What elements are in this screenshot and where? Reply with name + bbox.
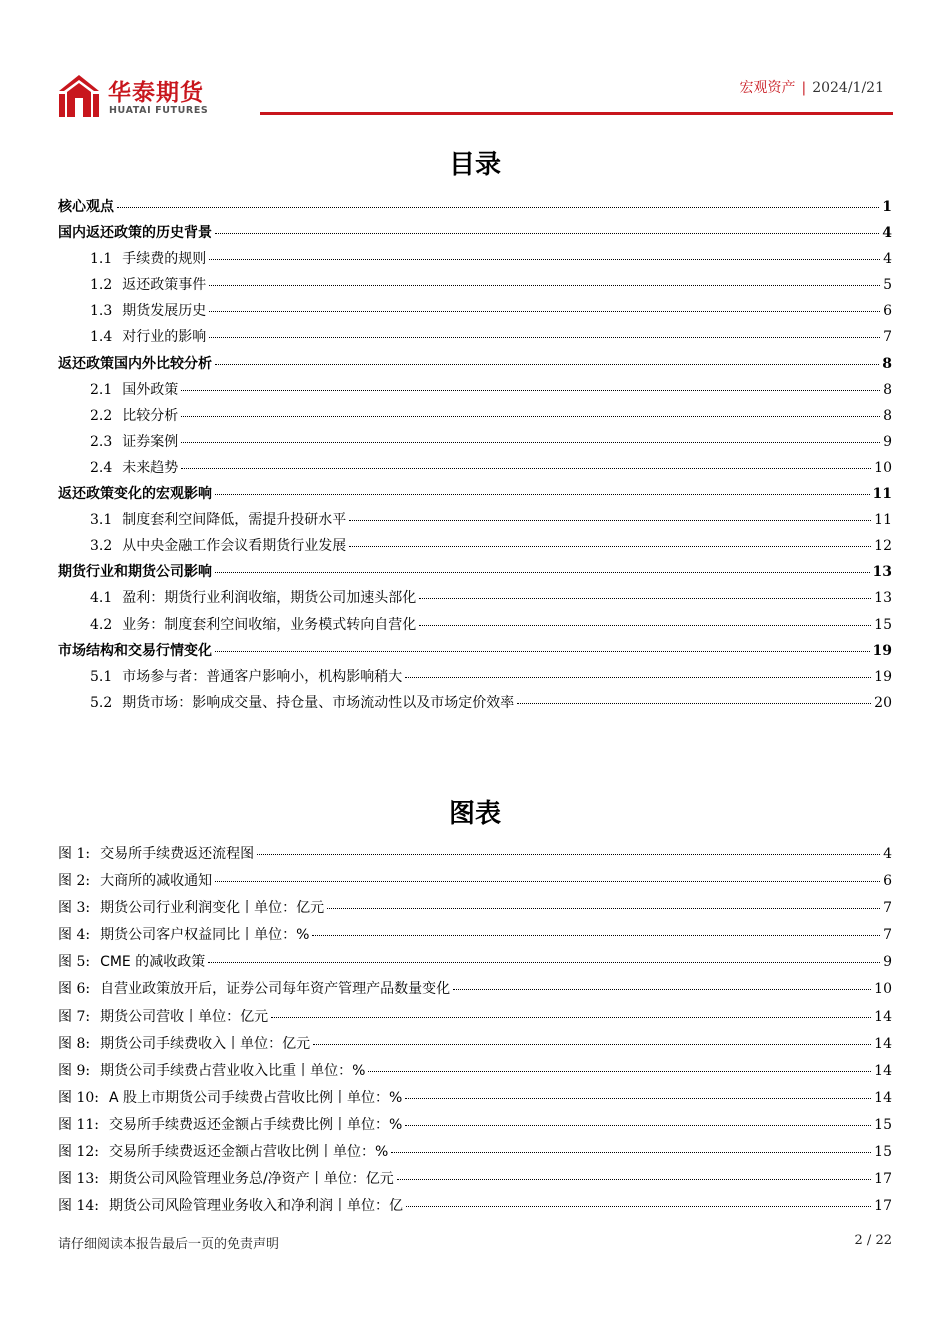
figure-entry-label: 图 12: <box>58 1144 99 1161</box>
toc-entry-number: 1.3 <box>90 303 113 320</box>
dot-leader <box>215 572 870 573</box>
dot-leader <box>209 285 880 286</box>
toc-entry-page: 7 <box>883 329 892 346</box>
figure-entry[interactable] <box>58 1033 892 1060</box>
figure-entry[interactable] <box>58 870 892 897</box>
toc-entry-number: 4.2 <box>90 616 113 633</box>
toc-entry-page: 8 <box>883 407 892 424</box>
dot-leader <box>419 598 871 599</box>
figure-entry-title: 期货公司行业利润变化丨单位：亿元 <box>100 900 325 917</box>
toc-entry-number: 2.4 <box>90 459 113 476</box>
toc-entry-title: 期货发展历史 <box>122 303 207 320</box>
report-date: 2024/1/21 <box>812 80 884 96</box>
figure-entry[interactable] <box>58 897 892 924</box>
toc-entry-number: 2.2 <box>90 407 113 424</box>
toc-entry[interactable] <box>58 483 892 509</box>
figure-entry-title: 期货公司客户权益同比丨单位：% <box>100 927 310 944</box>
dot-leader <box>117 207 879 208</box>
figures-title: 图表 <box>448 799 501 829</box>
toc-title: 目录 <box>448 150 501 180</box>
toc-entry-title: 期货市场：影响成交量、持仓量、市场流动性以及市场定价效率 <box>122 694 515 711</box>
figure-entry-title: 交易所手续费返还流程图 <box>100 846 255 862</box>
toc-entry-page: 8 <box>882 355 892 372</box>
toc-entry[interactable] <box>58 535 892 561</box>
figure-entry-title: 期货公司风险管理业务总/净资产丨单位：亿元 <box>108 1171 394 1188</box>
toc-entry[interactable] <box>58 248 892 274</box>
figure-entry-page: 14 <box>874 1008 892 1025</box>
huatai-logo-icon <box>58 74 100 118</box>
figure-entry[interactable] <box>58 1195 892 1222</box>
header-rule <box>260 112 893 115</box>
figure-entry-title: 交易所手续费返还金额占手续费比例丨单位：% <box>108 1116 403 1133</box>
figure-entry[interactable] <box>58 1141 892 1168</box>
figure-entry[interactable] <box>58 951 892 978</box>
toc-entry-number: 1.1 <box>90 251 113 268</box>
toc-entry-title: 未来趋势 <box>122 459 179 476</box>
dot-leader <box>313 1044 871 1045</box>
toc-entry-page: 13 <box>872 564 892 581</box>
toc-entry-title: 国外政策 <box>122 381 179 398</box>
toc-entry-title: 证券案例 <box>122 433 179 450</box>
figure-entry-page: 14 <box>874 1035 892 1052</box>
dot-leader <box>208 962 880 963</box>
toc-entry-page: 15 <box>874 616 892 633</box>
dot-leader <box>349 520 871 521</box>
dot-leader <box>349 546 871 547</box>
toc-entry[interactable] <box>58 431 892 457</box>
figure-entry-page: 10 <box>874 981 892 998</box>
dot-leader <box>181 468 871 469</box>
toc-entry-title: 比较分析 <box>122 407 179 424</box>
header-separator: | <box>801 80 807 96</box>
toc-entry[interactable] <box>58 457 892 483</box>
figure-entry-title: 期货公司营收丨单位：亿元 <box>100 1008 269 1025</box>
figure-entry-label: 图 13: <box>58 1171 99 1188</box>
figure-entry[interactable] <box>58 843 892 870</box>
toc-entry-title: 返还政策国内外比较分析 <box>58 355 212 372</box>
toc-entry-page: 1 <box>882 199 892 215</box>
dot-leader <box>215 494 870 495</box>
dot-leader <box>419 625 871 626</box>
dot-leader <box>181 442 880 443</box>
dot-leader <box>209 259 880 260</box>
dot-leader <box>406 1206 871 1207</box>
toc-entry-page: 5 <box>883 277 892 294</box>
toc-entry[interactable] <box>58 640 892 666</box>
toc-entry-number: 2.3 <box>90 433 113 450</box>
figure-entry-title: 期货公司风险管理业务收入和净利润丨单位：亿 <box>108 1198 403 1215</box>
toc-entry-page: 20 <box>874 694 892 711</box>
toc-entry-page: 8 <box>883 381 892 398</box>
dot-leader <box>215 233 879 234</box>
toc-entry[interactable] <box>58 509 892 535</box>
toc-entry[interactable] <box>58 587 892 613</box>
figure-entry-title: A 股上市期货公司手续费占营收比例丨单位：% <box>108 1089 403 1106</box>
dot-leader <box>312 935 880 936</box>
toc-entry[interactable] <box>58 353 892 379</box>
header-meta <box>739 77 884 97</box>
figure-entry-title: 自营业政策放开后，证券公司每年资产管理产品数量变化 <box>100 981 451 998</box>
toc-entry[interactable] <box>58 196 892 222</box>
figure-entry-title: 交易所手续费返还金额占营收比例丨单位：% <box>108 1144 389 1161</box>
toc-entry-title: 返还政策事件 <box>122 277 207 294</box>
toc-entry-title: 返还政策变化的宏观影响 <box>58 486 212 503</box>
toc-entry-title: 从中央金融工作会议看期货行业发展 <box>122 538 347 555</box>
figure-entry-page: 7 <box>883 927 892 944</box>
toc-entry[interactable] <box>58 222 892 248</box>
figure-entry-label: 图 6: <box>58 981 91 998</box>
toc-entry-page: 19 <box>874 668 892 685</box>
dot-leader <box>181 390 880 391</box>
figure-entry-label: 图 1: <box>58 846 91 862</box>
toc-entry-page: 4 <box>883 251 892 268</box>
figure-entry-label: 图 2: <box>58 873 91 890</box>
dot-leader <box>215 364 879 365</box>
figure-entry-label: 图 7: <box>58 1008 91 1025</box>
dot-leader <box>405 677 871 678</box>
figure-entry-page: 14 <box>874 1089 892 1106</box>
toc-entry[interactable] <box>58 614 892 640</box>
toc-entry-title: 制度套利空间降低，需提升投研水平 <box>122 512 347 529</box>
figure-entry-page: 15 <box>874 1144 892 1161</box>
toc-entry[interactable] <box>58 666 892 692</box>
dot-leader <box>209 337 880 338</box>
figure-entry-page: 17 <box>874 1198 892 1215</box>
dot-leader <box>271 1017 871 1018</box>
toc-entry-title: 市场参与者：普通客户影响小，机构影响稍大 <box>122 668 403 685</box>
toc-entry[interactable] <box>58 692 892 718</box>
toc-entry-title: 国内返还政策的历史背景 <box>58 225 212 242</box>
figure-entry-title: CME 的减收政策 <box>100 954 206 971</box>
toc-entry-title: 手续费的规则 <box>122 251 207 268</box>
dot-leader <box>405 1125 871 1126</box>
toc-entry-number: 1.2 <box>90 277 113 294</box>
figure-entry-label: 图 14: <box>58 1198 99 1215</box>
dot-leader <box>397 1179 871 1180</box>
figure-entry[interactable] <box>58 1114 892 1141</box>
figure-entry-label: 图 8: <box>58 1035 91 1052</box>
dot-leader <box>181 416 880 417</box>
toc-entry-title: 对行业的影响 <box>122 329 207 346</box>
figure-entry-page: 14 <box>874 1062 892 1079</box>
toc-entry[interactable] <box>58 561 892 587</box>
toc-entry-title: 市场结构和交易行情变化 <box>58 642 212 659</box>
toc-entry-number: 5.2 <box>90 694 113 711</box>
toc-entry-page: 12 <box>874 538 892 555</box>
toc-entry-title: 核心观点 <box>58 199 114 215</box>
dot-leader <box>517 703 871 704</box>
figure-entry-page: 15 <box>874 1116 892 1133</box>
toc-entry-number: 2.1 <box>90 381 113 398</box>
toc-entry-number: 3.1 <box>90 512 113 529</box>
toc-list <box>58 196 892 718</box>
toc-entry-page: 13 <box>874 590 892 607</box>
toc-entry-page: 9 <box>883 433 892 450</box>
toc-entry-title: 业务：制度套利空间收缩，业务模式转向自营化 <box>122 616 417 633</box>
toc-entry[interactable] <box>58 379 892 405</box>
toc-entry[interactable] <box>58 274 892 300</box>
figure-entry-page: 17 <box>874 1171 892 1188</box>
dot-leader <box>209 311 880 312</box>
figure-entry-label: 图 3: <box>58 900 91 917</box>
footer-disclaimer: 请仔细阅读本报告最后一页的免责声明 <box>58 1237 280 1252</box>
figure-entry-title: 期货公司手续费收入丨单位：亿元 <box>100 1035 311 1052</box>
figure-entry-title: 期货公司手续费占营业收入比重丨单位：% <box>100 1062 366 1079</box>
dot-leader <box>368 1071 871 1072</box>
toc-entry-page: 4 <box>882 225 892 242</box>
dot-leader <box>215 651 870 652</box>
figure-entry-label: 图 4: <box>58 927 91 944</box>
figure-entry[interactable] <box>58 1087 892 1114</box>
toc-entry[interactable] <box>58 300 892 326</box>
toc-entry-number: 5.1 <box>90 668 113 685</box>
toc-entry[interactable] <box>58 405 892 431</box>
figure-entry[interactable] <box>58 924 892 951</box>
dot-leader <box>327 908 880 909</box>
toc-entry-page: 19 <box>872 642 892 659</box>
report-category: 宏观资产 <box>739 80 796 96</box>
figure-entry-page: 6 <box>883 873 892 890</box>
toc-entry-page: 11 <box>874 512 892 529</box>
dot-leader <box>257 854 880 855</box>
dot-leader <box>391 1152 871 1153</box>
figure-entry-label: 图 9: <box>58 1062 91 1079</box>
brand-name-cn: 华泰期货 <box>108 80 204 106</box>
figure-entry-page: 7 <box>883 900 892 917</box>
brand-logo <box>58 74 228 120</box>
brand-name-en: HUATAI FUTURES <box>109 105 209 116</box>
dot-leader <box>453 989 871 990</box>
toc-entry[interactable] <box>58 326 892 352</box>
toc-entry-page: 11 <box>872 486 892 503</box>
figure-entry[interactable] <box>58 978 892 1005</box>
figure-entry-label: 图 10: <box>58 1089 99 1106</box>
toc-entry-number: 3.2 <box>90 538 113 555</box>
figures-list <box>58 843 892 1222</box>
toc-entry-page: 10 <box>874 459 892 476</box>
dot-leader <box>405 1098 871 1099</box>
figure-entry[interactable] <box>58 1168 892 1195</box>
toc-entry-page: 6 <box>883 303 892 320</box>
page-number: 2 / 22 <box>854 1233 892 1248</box>
toc-entry-title: 盈利：期货行业利润收缩，期货公司加速头部化 <box>122 590 417 607</box>
figure-entry[interactable] <box>58 1060 892 1087</box>
toc-entry-number: 4.1 <box>90 590 113 607</box>
figure-entry-label: 图 5: <box>58 954 91 971</box>
figure-entry-label: 图 11: <box>58 1116 99 1133</box>
figure-entry-page: 9 <box>883 954 892 971</box>
figure-entry[interactable] <box>58 1006 892 1033</box>
figure-entry-page: 4 <box>883 846 892 862</box>
toc-entry-number: 1.4 <box>90 329 113 346</box>
figure-entry-title: 大商所的减收通知 <box>100 873 213 890</box>
toc-entry-title: 期货行业和期货公司影响 <box>58 564 212 581</box>
dot-leader <box>215 881 880 882</box>
